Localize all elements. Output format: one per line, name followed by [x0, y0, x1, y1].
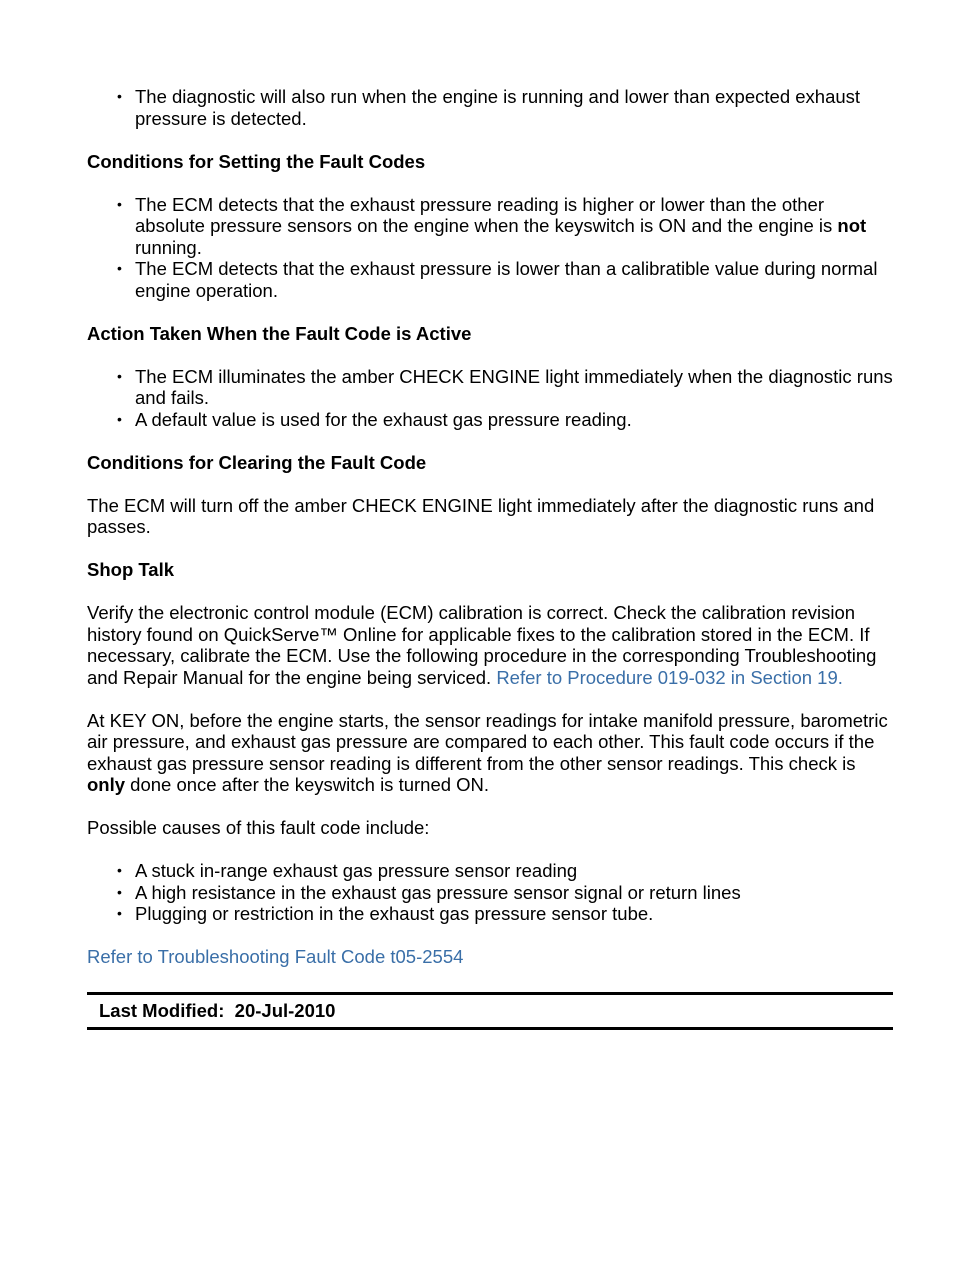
bullet-icon: • [117, 260, 122, 276]
last-modified-date: 20-Jul-2010 [234, 999, 336, 1021]
list-item [87, 860, 893, 882]
cause-text: A stuck in-range exhaust gas pressure sensor reading [135, 860, 578, 881]
causes-intro: Possible causes of this fault code include: [87, 817, 430, 838]
bullet-icon: • [117, 195, 122, 212]
list-item [87, 194, 893, 259]
bullet-icon: • [117, 88, 122, 104]
bullet-icon: • [117, 883, 122, 900]
document-page [87, 86, 893, 1030]
list-item [87, 258, 893, 301]
shop-talk-heading: Shop Talk [87, 559, 175, 580]
last-modified-label: Last Modified: [99, 999, 225, 1021]
intro-bullet-list [87, 86, 893, 129]
setting-bullet-text-pre: The ECM detects that the exhaust pressure reading is higher or lower than the other absolute pressure sensors on the engine when the keyswitch is ON and the engine is [135, 193, 838, 236]
list-item [87, 409, 893, 431]
setting-bullet-text-post: running. [135, 236, 202, 258]
action-bullet-text: A default value is used for the exhaust gas pressure reading. [135, 408, 632, 430]
cause-text: Plugging or restriction in the exhaust gas pressure sensor tube. [135, 903, 654, 924]
cause-text: A high resistance in the exhaust gas pressure sensor signal or return lines [135, 881, 741, 903]
setting-bullet-emphasis: not [837, 215, 867, 236]
key-on-text-pre: At KEY ON, before the engine starts, the sensor readings for intake manifold pressure, barometric air pressure, and exhaust gas pressure are compared to each other. This fault code occurs if the exhaust gas pressure sensor reading is different from the other sensor readings. This check is [87, 709, 888, 774]
shop-talk-paragraph [87, 602, 893, 688]
key-on-emphasis: only [87, 774, 126, 795]
procedure-link[interactable]: Refer to Procedure 019-032 in Section 19. [496, 666, 843, 688]
action-bullet-list [87, 366, 893, 431]
clearing-text: The ECM will turn off the amber CHECK ENGINE light immediately after the diagnostic runs and passes. [87, 494, 875, 537]
key-on-paragraph [87, 710, 893, 796]
intro-bullet-text: The diagnostic will also run when the engine is running and lower than expected exhaust pressure is detected. [135, 86, 861, 129]
list-item [87, 882, 893, 904]
fault-code-link[interactable]: Refer to Troubleshooting Fault Code t05-2554 [87, 946, 464, 967]
last-modified-footer [87, 992, 893, 1031]
bullet-icon: • [117, 367, 122, 384]
list-item [87, 86, 893, 129]
setting-bullet-text: The ECM detects that the exhaust pressure is lower than a calibratible value during normal engine operation. [135, 258, 878, 301]
list-item [87, 903, 893, 925]
bullet-icon: • [117, 862, 122, 878]
clearing-heading: Conditions for Clearing the Fault Code [87, 451, 427, 473]
action-bullet-text: The ECM illuminates the amber CHECK ENGINE light immediately when the diagnostic runs and fails. [135, 365, 893, 408]
setting-bullet-list [87, 194, 893, 302]
causes-bullet-list [87, 860, 893, 925]
setting-heading: Conditions for Setting the Fault Codes [87, 150, 426, 172]
key-on-text-post: done once after the keyswitch is turned ON. [125, 774, 490, 795]
bullet-icon: • [117, 410, 122, 427]
shop-talk-text: Verify the electronic control module (ECM) calibration is correct. Check the calibration revision history found on QuickServe™ Online for applicable fixes to the calibration stored in the ECM. If necessary, calibrate the ECM. Use the following procedure in the corresponding Troubleshooting and Repair Manual for the engine being serviced. [87, 602, 877, 688]
bullet-icon: • [117, 905, 122, 921]
reference-paragraph [87, 946, 893, 968]
action-heading: Action Taken When the Fault Code is Active [87, 322, 472, 344]
list-item [87, 366, 893, 409]
